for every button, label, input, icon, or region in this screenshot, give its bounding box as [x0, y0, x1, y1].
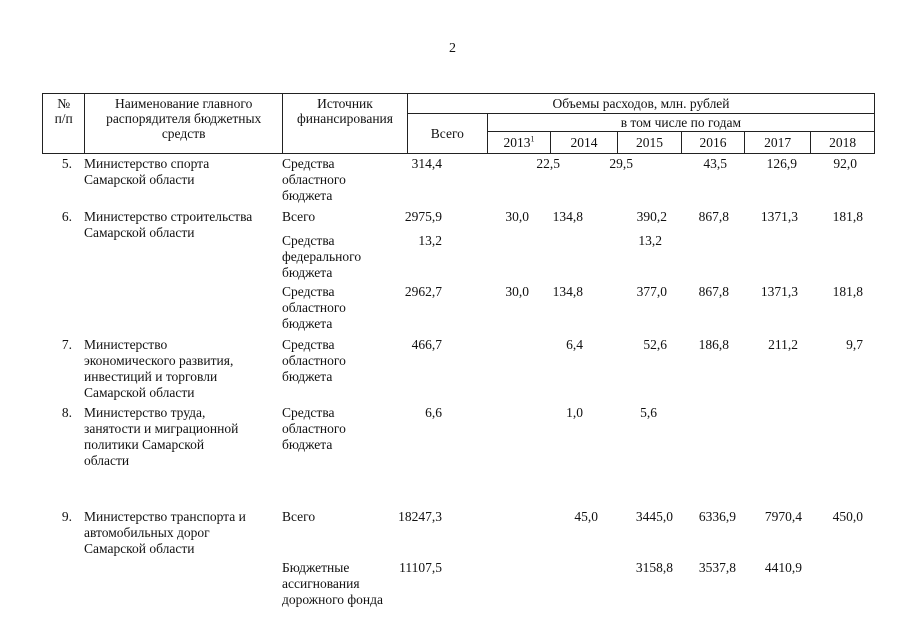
value-total: 18247,3: [398, 509, 442, 524]
value-2018: 9,7: [846, 337, 863, 352]
value-2018: 181,8: [832, 284, 863, 299]
value-total: 2975,9: [404, 209, 442, 224]
value-total: 13,2: [418, 233, 442, 248]
value-2014: 1,0: [566, 405, 583, 420]
row-source: Средства областного бюджета: [282, 156, 346, 203]
row-index: 7.: [61, 337, 72, 352]
value-2014: 22,5: [536, 156, 560, 171]
value-2017: 1371,3: [760, 209, 798, 224]
header-total: Всего: [408, 114, 488, 154]
value-2014: 134,8: [552, 284, 583, 299]
header-year-2017: 2017: [744, 132, 811, 154]
value-2015: 5,6: [640, 405, 657, 420]
header-num: № п/п: [43, 94, 85, 154]
header-volume: Объемы расходов, млн. рублей: [408, 94, 875, 114]
row-name: Министерство экономического развития, инвестиций и торговли Самарской области: [84, 337, 234, 400]
header-year-2018: 2018: [811, 132, 875, 154]
value-2014: 6,4: [566, 337, 583, 352]
value-2017: 126,9: [766, 156, 797, 171]
row-source: Всего: [282, 209, 316, 224]
value-2018: 181,8: [832, 209, 863, 224]
value-2014: 45,0: [574, 509, 598, 524]
row-name: Министерство транспорта и автомобильных дорог Самарской области: [84, 509, 246, 556]
row-name: Министерство строительства Самарской области: [84, 209, 253, 240]
row-index: 9.: [61, 509, 72, 524]
row-source: Средства федерального бюджета: [282, 233, 362, 280]
value-2015: 52,6: [643, 337, 667, 352]
row-source: Средства областного бюджета: [282, 337, 346, 384]
value-2015: 390,2: [636, 209, 667, 224]
row-index: 6.: [61, 209, 72, 224]
value-total: 6,6: [425, 405, 442, 420]
header-by-year: в том числе по годам: [487, 114, 874, 132]
value-2015: 29,5: [609, 156, 633, 171]
value-2013: 30,0: [505, 209, 529, 224]
value-2016: 186,8: [698, 337, 729, 352]
value-2013: 30,0: [505, 284, 529, 299]
row-name: Министерство труда, занятости и миграционной политики Самарской области: [84, 405, 239, 468]
value-2014: 134,8: [552, 209, 583, 224]
header-year-2015: 2015: [617, 132, 682, 154]
value-2017: 1371,3: [760, 284, 798, 299]
value-2018: 450,0: [832, 509, 863, 524]
row-source: Всего: [282, 509, 316, 524]
row-source: Средства областного бюджета: [282, 405, 346, 452]
value-2017: 4410,9: [764, 560, 802, 575]
row-source: Средства областного бюджета: [282, 284, 346, 331]
header-year-2013: 2013$^1$: [487, 132, 551, 154]
row-index: 5.: [61, 156, 72, 171]
value-2015: 3158,8: [635, 560, 673, 575]
value-2016: 43,5: [703, 156, 727, 171]
value-2017: 7970,4: [764, 509, 802, 524]
page-number: 2: [449, 41, 456, 56]
header-year-2016: 2016: [682, 132, 745, 154]
row-source: Бюджетные ассигнования дорожного фонда: [282, 560, 383, 607]
value-2016: 3537,8: [698, 560, 736, 575]
value-2018: 92,0: [833, 156, 857, 171]
value-2017: 211,2: [768, 337, 798, 352]
value-2016: 6336,9: [698, 509, 736, 524]
value-total: 314,4: [411, 156, 442, 171]
value-2015: 3445,0: [635, 509, 673, 524]
value-total: 2962,7: [404, 284, 442, 299]
value-2015: 377,0: [636, 284, 667, 299]
header-source: Источник финансирования: [282, 94, 407, 154]
value-total: 11107,5: [399, 560, 442, 575]
header-year-2014: 2014: [551, 132, 618, 154]
value-2016: 867,8: [698, 209, 729, 224]
value-2016: 867,8: [698, 284, 729, 299]
row-name: Министерство спорта Самарской области: [84, 156, 210, 187]
row-index: 8.: [61, 405, 72, 420]
value-total: 466,7: [411, 337, 442, 352]
header-name: Наименование главного распорядителя бюджетных средств: [85, 94, 283, 154]
value-2015: 13,2: [638, 233, 662, 248]
